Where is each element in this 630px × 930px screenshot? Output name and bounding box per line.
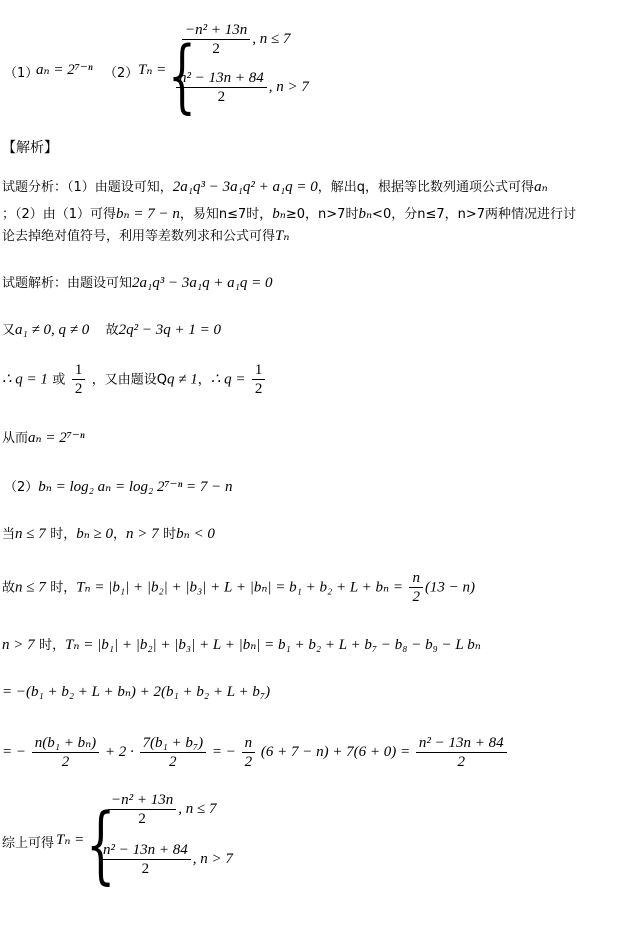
section-title: 【解析】 — [2, 140, 58, 156]
answer-case2: $\frac{\text{n² − 13n + 84}}{2}$ , n > 7 — [174, 70, 309, 105]
summary-brace: { — [86, 795, 116, 893]
answer-part1-formula: aₙ = 2⁷⁻ⁿ — [36, 62, 93, 78]
summary-case1: $\frac{\text{−n² + 13n}}{2}$ , n ≤ 7 — [106, 792, 216, 827]
summary-case2: $\frac{\text{n² − 13n + 84}}{2}$ , n > 7 — [98, 842, 233, 877]
analysis-line-2: ；（2）由（1）可得bₙ = 7 − n，易知n≤7时，bₙ≥0，n>7时bₙ<0，分n≤7，n>7两种情况进行讨 — [2, 206, 577, 222]
solution-line-1: 试题解析：由题设可知2a₁q³ − 3a₁q + a₁q = 0 — [2, 275, 273, 291]
solution-line-3: ∴ q = 1 或 $\frac{1}{2}$ ，又由题设Qq ≠ 1，∴ q = $\frac{1}{2}$ — [2, 362, 267, 397]
solution-line-6: 当n ≤ 7 时，bₙ ≥ 0，n > 7 时bₙ < 0 — [2, 526, 215, 542]
answer-part2-lhs: Tₙ = — [138, 62, 167, 78]
solution-line-8: n > 7 时，Tₙ = |b₁| + |b₂| + |b₃| + L + |bₙ| = b₁ + b₂ + L + b₇ − b₈ − b₉ − L bₙ — [2, 637, 481, 653]
solution-line-4: 从而aₙ = 2⁷⁻ⁿ — [2, 430, 85, 446]
solution-line-2: 又a₁ ≠ 0, q ≠ 0 故2q² − 3q + 1 = 0 — [2, 322, 222, 338]
answer-part2-label: （2） — [104, 66, 139, 81]
solution-line-9: = −(b₁ + b₂ + L + bₙ) + 2(b₁ + b₂ + L + b₇) — [2, 684, 271, 700]
answer-brace: { — [168, 29, 196, 122]
answer-part1-label: （1） — [4, 66, 39, 81]
analysis-line-1: 试题分析：（1）由题设可知，2a₁q³ − 3a₁q² + a₁q = 0，解出q，根据等比数列通项公式可得aₙ — [2, 179, 548, 195]
solution-line-5: （2）bₙ = log₂ aₙ = log₂ 2⁷⁻ⁿ = 7 − n — [4, 479, 233, 495]
summary-text: 综上可得 — [2, 836, 55, 851]
analysis-line-3: 论去掉绝对值符号，利用等差数列求和公式可得Tₙ — [2, 228, 290, 244]
answer-case1: $\frac{\text{−n² + 13n}}{2}$ , n ≤ 7 — [180, 22, 290, 57]
summary-lhs: Tₙ = — [56, 832, 85, 848]
solution-line-10: = − $\frac{\text{n(b₁ + bₙ)}}{2}$ + 2 · $\frac{\text{7(b₁ + b₇)}}{2}$ = − $\frac{n}{2}$ (6 + 7 − n) + 7(6 + 0) = $\frac{\text{n² − 13n + 84}}{2}$ — [2, 735, 509, 770]
solution-line-7: 故n ≤ 7 时，Tₙ = |b₁| + |b₂| + |b₃| + L + |bₙ| = b₁ + b₂ + L + bₙ = $\frac{n}{2}$ (13 − n) — [2, 570, 476, 605]
